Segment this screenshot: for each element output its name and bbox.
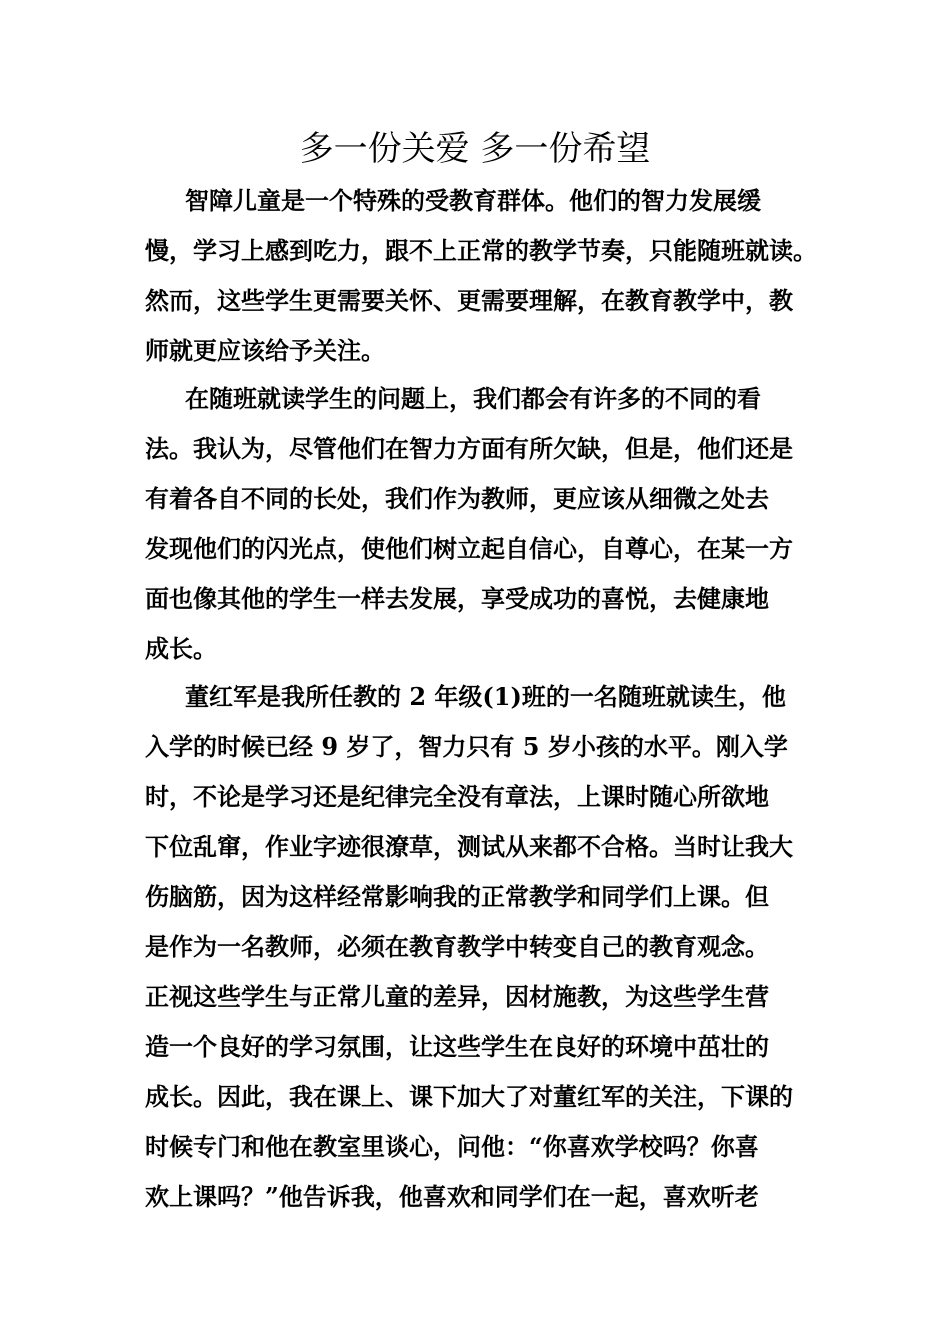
- paragraph-line: 是作为一名教师，必须在教育教学中转变自己的教育观念。: [145, 932, 769, 961]
- paragraph-line: 欢上课吗？”他告诉我，他喜欢和同学们在一起，喜欢听老: [145, 1182, 759, 1211]
- paragraph-line: 造一个良好的学习氛围，让这些学生在良好的环境中茁壮的: [145, 1032, 769, 1061]
- paragraph-line: 成长。: [145, 634, 217, 663]
- paragraph-line: 在随班就读学生的问题上，我们都会有许多的不同的看: [185, 384, 761, 413]
- document-title: 多一份关爱 多一份希望: [299, 129, 651, 169]
- paragraph-line: 伤脑筋，因为这样经常影响我的正常教学和同学们上课。但: [145, 882, 769, 911]
- paragraph-line: 时候专门和他在教室里谈心，问他：“你喜欢学校吗？你喜: [145, 1132, 759, 1161]
- paragraph-line: 智障儿童是一个特殊的受教育群体。他们的智力发展缓: [185, 186, 761, 215]
- paragraph-line: 慢，学习上感到吃力，跟不上正常的教学节奏，只能随班就读。: [145, 236, 817, 265]
- paragraph-line: 发现他们的闪光点，使他们树立起自信心，自尊心，在某一方: [145, 534, 793, 563]
- paragraph-line: 下位乱窜，作业字迹很潦草，测试从来都不合格。当时让我大: [145, 832, 793, 861]
- paragraph-line: 入学的时候已经 9 岁了，智力只有 5 岁小孩的水平。刚入学: [145, 732, 788, 761]
- paragraph-line: 正视这些学生与正常儿童的差异，因材施教，为这些学生营: [145, 982, 769, 1011]
- paragraph-line: 成长。因此，我在课上、课下加大了对董红军的关注，下课的: [145, 1082, 793, 1111]
- paragraph-line: 法。我认为，尽管他们在智力方面有所欠缺，但是，他们还是: [145, 434, 793, 463]
- paragraph-line: 师就更应该给予关注。: [145, 336, 385, 365]
- paragraph-line: 有着各自不同的长处，我们作为教师，更应该从细微之处去: [145, 484, 769, 513]
- paragraph-line: 面也像其他的学生一样去发展，享受成功的喜悦，去健康地: [145, 584, 769, 613]
- paragraph-line: 董红军是我所任教的 2 年级(1)班的一名随班就读生，他: [185, 682, 786, 711]
- paragraph-line: 时，不论是学习还是纪律完全没有章法，上课时随心所欲地: [145, 782, 769, 811]
- paragraph-line: 然而，这些学生更需要关怀、更需要理解，在教育教学中，教: [145, 286, 793, 315]
